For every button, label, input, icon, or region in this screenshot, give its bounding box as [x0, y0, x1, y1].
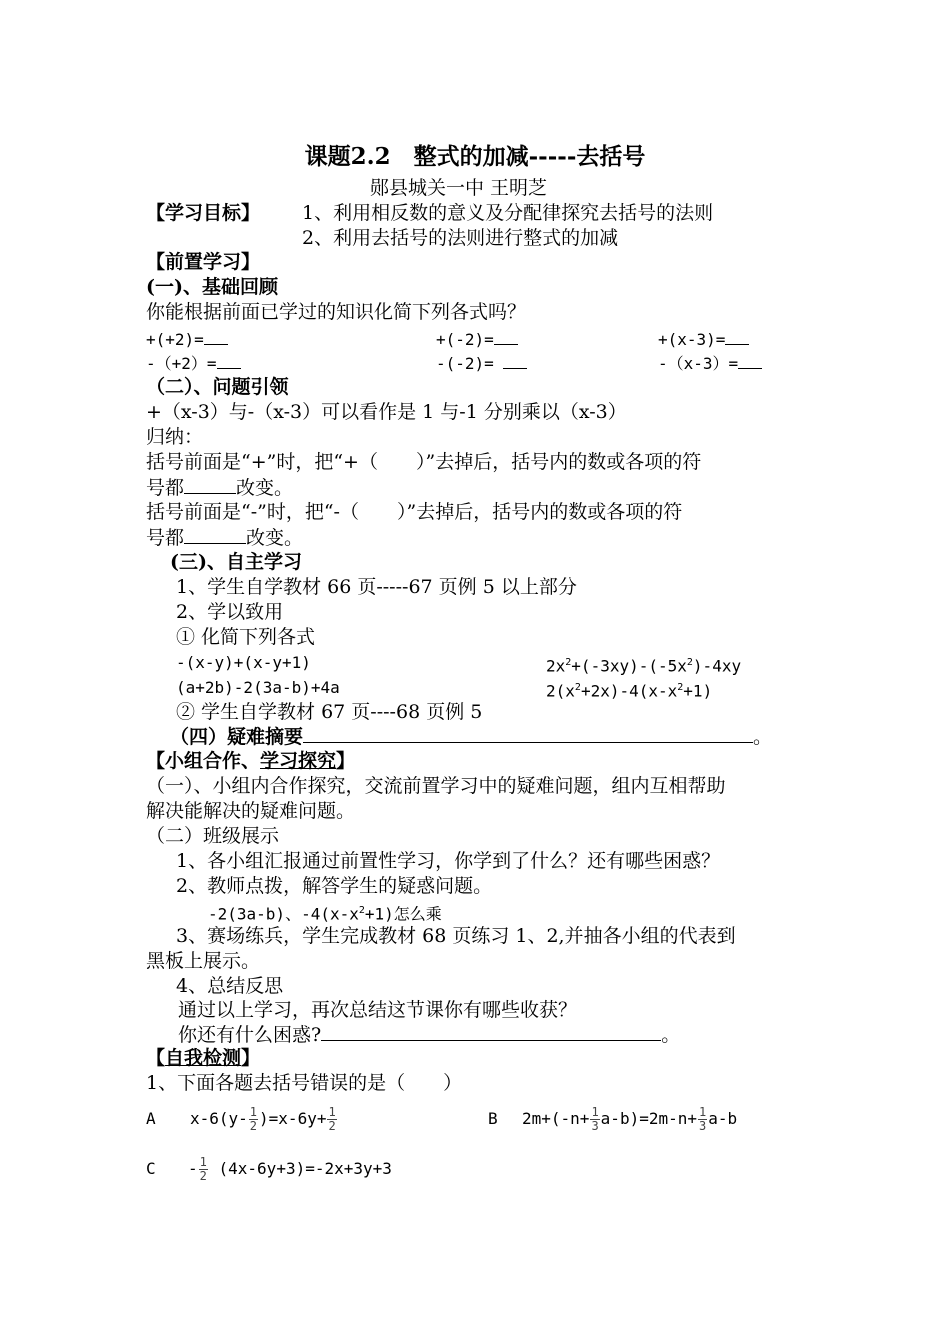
section-self-study: (三)、自主学习: [170, 551, 302, 573]
simplify-heading: ① 化简下列各式: [176, 626, 316, 648]
author-line: 郧县城关一中 王明芝: [370, 177, 548, 199]
rule-minus-line2: 号都 改变。: [146, 527, 304, 549]
section-basic-review: (一)、基础回顾: [146, 276, 278, 298]
class-show-1: 1、各小组汇报通过前置性学习，你学到了什么？还有哪些困惑？: [176, 850, 721, 872]
coop-text-1: （一）、小组内合作探究，交流前置学习中的疑难问题，组内互相帮助: [146, 775, 726, 797]
exercise-r1c3: +(x-3)=: [658, 326, 749, 352]
class-show-heading: （二）班级展示: [146, 825, 280, 847]
rule-minus-line1: 括号前面是“-”时，把“-（ ）”去掉后，括号内的数或各项的符: [146, 501, 683, 523]
cooperation-label: 【小组合作、学习探究】: [146, 750, 356, 772]
fraction-third: $\frac{1}{3}$: [699, 1105, 707, 1133]
exercise-r1c2: +(-2)=: [436, 326, 518, 352]
class-show-2: 2、教师点拨，解答学生的疑惑问题。: [176, 875, 493, 897]
option-b-expression: 2m+(-n+ $\frac{1}{3}$ a-b)=2m-n+ $\frac{1}{3}$ a-b: [522, 1105, 738, 1133]
objective-2: 2、利用去括号的法则进行整式的加减: [302, 227, 619, 249]
multiply-question: -2(3a-b)、$-4(x-x^2+1)$怎么乘: [208, 904, 442, 924]
class-show-3-cont: 黑板上展示。: [146, 950, 261, 972]
fraction-half: $\frac{1}{2}$: [199, 1155, 207, 1183]
section-difficulty: （四）疑难摘要 。: [170, 726, 773, 748]
objective-1: 1、利用相反数的意义及分配律探究去括号的法则: [302, 202, 714, 224]
option-b-letter: B: [488, 1109, 498, 1128]
fraction-half: $\frac{1}{2}$: [328, 1105, 336, 1133]
test-question-1: 1、下面各题去括号错误的是（ ）: [146, 1072, 463, 1094]
confusion-question: 你还有什么困惑? 。: [178, 1024, 681, 1046]
expression-4: $2(x^2+2x)-4(x-x^2+1)$: [546, 681, 713, 701]
class-show-4: 4、总结反思: [176, 975, 284, 997]
fraction-half: $\frac{1}{2}$: [249, 1105, 258, 1133]
reflection-question: 通过以上学习，再次总结这节课你有哪些收获？: [178, 999, 578, 1021]
exercise-r2c3: -（x-3）=: [658, 350, 762, 376]
pre-study-label: 【前置学习】: [146, 251, 261, 273]
summary-label: 归纳：: [146, 426, 204, 448]
self-study-1: 1、学生自学教材 66 页-----67 页例 5 以上部分: [176, 576, 577, 598]
objectives-label: 【学习目标】: [146, 202, 261, 224]
self-study-example: ② 学生自学教材 67 页----68 页例 5: [176, 701, 483, 723]
coop-text-2: 解决能解决的疑难问题。: [146, 800, 356, 822]
class-show-3: 3、赛场练兵，学生完成教材 68 页练习 1、2,并抽各小组的代表到: [176, 925, 736, 947]
rule-plus-line1: 括号前面是“+”时，把“+（ ）”去掉后，括号内的数或各项的符: [146, 451, 702, 473]
lead-text: +（x-3）与-（x-3）可以看作是 1 与-1 分别乘以（x-3）: [146, 401, 627, 423]
expression-3: (a+2b)-2(3a-b)+4a: [176, 678, 340, 697]
fraction-third: $\frac{1}{3}$: [591, 1105, 599, 1133]
exercise-r1c1: +(+2)=: [146, 326, 228, 352]
exercise-r2c1: -（+2）=: [146, 350, 241, 376]
option-a-expression: x-6(y- $\frac{1}{2}$ )=x-6y+ $\frac{1}{2}$: [190, 1105, 336, 1133]
document-title: 课题2.2 整式的加减-----去括号: [304, 143, 646, 170]
exercise-r2c2: -(-2)=: [436, 350, 527, 376]
section-problem-lead: （二）、问题引领: [146, 376, 289, 398]
rule-plus-line2: 号都 改变。: [146, 477, 294, 499]
expression-2: $2x^2+(-3xy)-(-5x^2)-4xy$: [546, 656, 742, 676]
option-c-expression: - $\frac{1}{2}$ (4x-6y+3)=-2x+3y+3: [188, 1155, 392, 1183]
option-a-letter: A: [146, 1109, 156, 1128]
self-test-label: 【自我检测】: [146, 1047, 261, 1069]
expression-1: -(x-y)+(x-y+1): [176, 653, 311, 672]
option-c-letter: C: [146, 1159, 156, 1178]
review-question: 你能根据前面已学过的知识化简下列各式吗？: [146, 301, 527, 323]
self-study-2: 2、学以致用: [176, 601, 284, 623]
